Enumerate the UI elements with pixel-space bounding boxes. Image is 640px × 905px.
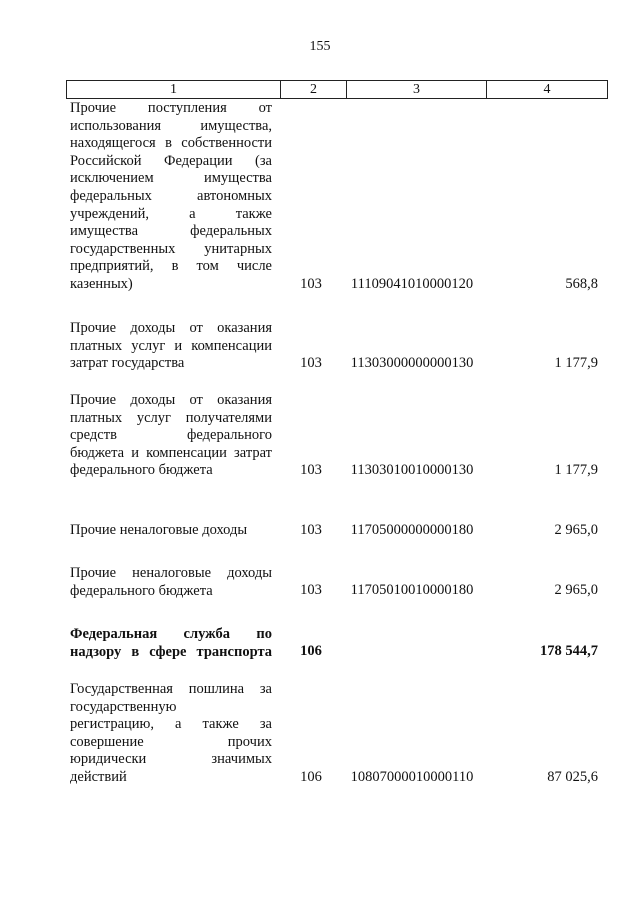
description-line: государственную (70, 698, 177, 715)
row-amount: 2 965,0 (554, 582, 598, 598)
row-amount: 178 544,7 (540, 643, 598, 659)
description-line: федерального бюджета (70, 582, 213, 599)
page-number: 155 (309, 39, 331, 54)
description-line: исключением имущества (70, 170, 272, 187)
row-code: 106 (300, 643, 322, 659)
description-line: затрат государства (70, 355, 185, 372)
description-line: использования имущества, (70, 117, 272, 134)
row-amount: 568,8 (565, 276, 598, 292)
description-line: имущества федеральных (70, 223, 272, 240)
description-line: надзору в сфере транспорта (70, 643, 272, 660)
table-header (66, 80, 608, 99)
description-line: Российской Федерации (за (70, 152, 272, 169)
description-line: юридически значимых (70, 751, 272, 768)
row-description (70, 320, 272, 373)
description-line: регистрацию, а также за (70, 716, 272, 733)
description-line: учреждений, а также (70, 205, 272, 222)
row-code: 103 (300, 276, 322, 292)
row-code: 106 (300, 769, 322, 785)
description-line: Государственная пошлина за (70, 681, 272, 697)
row-amount: 1 177,9 (554, 462, 598, 478)
description-line: совершение прочих (70, 733, 272, 750)
description-line: Прочие доходы от оказания (70, 392, 272, 408)
row-code: 103 (300, 522, 322, 538)
description-line: средств федерального (70, 427, 272, 444)
row-description (70, 100, 272, 294)
row-amount: 2 965,0 (554, 522, 598, 538)
description-line: федерального бюджета (70, 462, 213, 479)
row-kbk: 11303000000000130 (350, 355, 474, 371)
description-line: платных услуг получателями (70, 409, 272, 426)
row-description (70, 565, 272, 600)
description-line: предприятий, в том числе (70, 258, 272, 275)
description-line: Прочие неналоговые доходы (70, 522, 248, 538)
description-line: Прочие поступления от (70, 100, 272, 116)
description-line: казенных) (70, 275, 133, 292)
row-description (70, 522, 272, 540)
description-line: действий (70, 768, 127, 785)
description-line: Прочие доходы от оказания (70, 320, 272, 336)
row-description (70, 626, 272, 661)
row-kbk: 11303010010000130 (350, 462, 474, 478)
description-line: Федеральная служба по (70, 626, 272, 642)
row-code: 103 (300, 582, 322, 598)
row-kbk: 11705000000000180 (350, 522, 474, 538)
description-line: находящегося в собственности (70, 135, 272, 152)
header-col-4: 4 (543, 82, 551, 97)
description-line: государственных унитарных (70, 240, 272, 257)
description-line: федеральных автономных (70, 187, 272, 204)
header-col-1: 1 (67, 81, 281, 98)
row-description (70, 681, 272, 787)
description-line: платных услуг и компенсации (70, 337, 272, 354)
row-kbk: 10807000010000110 (350, 769, 474, 785)
row-kbk: 11705010010000180 (350, 582, 474, 598)
row-description (70, 392, 272, 480)
description-line: бюджета и компенсации затрат (70, 444, 272, 461)
row-kbk: 11109041010000120 (350, 276, 474, 292)
header-col-2: 2 (281, 81, 347, 98)
row-code: 103 (300, 462, 322, 478)
row-amount: 87 025,6 (547, 769, 598, 785)
row-amount: 1 177,9 (554, 355, 598, 371)
description-line: Прочие неналоговые доходы (70, 565, 272, 581)
row-code: 103 (300, 355, 322, 371)
header-col-3: 3 (347, 81, 487, 98)
